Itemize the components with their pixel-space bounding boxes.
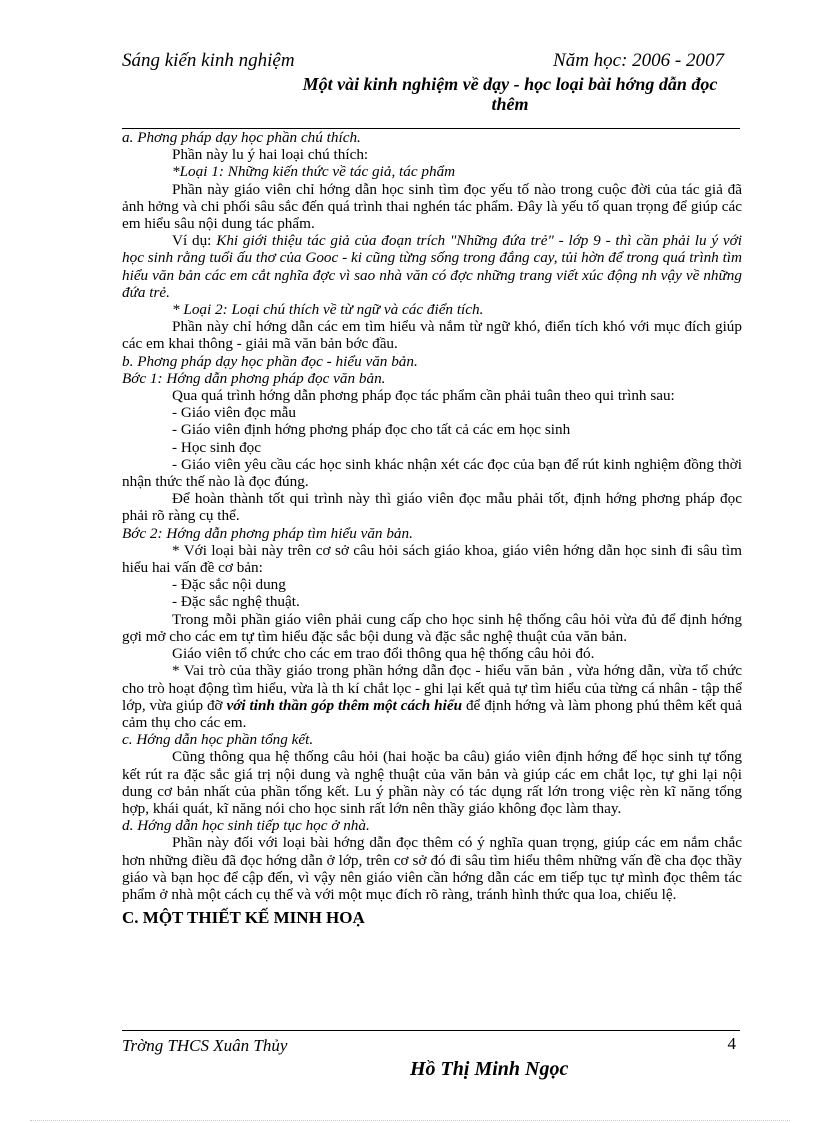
author-name: Hồ Thị Minh Ngọc — [410, 1058, 569, 1080]
paragraph: Phần này chỉ hớng dẫn các em tìm hiểu và nắm từ ngữ khó, điển tích khó với mục đích giúp các em khai thông - giải mã văn bản bớc đầu. — [122, 318, 742, 353]
paragraph: * Với loại bài này trên cơ sở câu hỏi sách giáo khoa, giáo viên hớng dẫn học sinh đi sâu tìm hiểu hai vấn đề cơ bản: — [122, 541, 742, 577]
paragraph: Qua quá trình hớng dẫn phơng pháp đọc tác phẩm cần phải tuân theo qui trình sau: — [172, 387, 675, 405]
text-run: để định hớng và làm phong phú thêm kết quả cảm thụ cho các em. — [122, 696, 743, 731]
paragraph: Giáo viên tổ chức cho các em trao đổi thông qua hệ thống câu hỏi đó. — [172, 645, 595, 663]
list-item: - Giáo viên định hớng phơng pháp đọc cho tất cả các em học sinh — [172, 421, 571, 439]
footer-rule — [122, 1030, 740, 1031]
step-2-heading: Bớc 2: Hớng dẫn phơng pháp tìm hiểu văn bản. — [122, 524, 413, 542]
section-heading-b: b. Phơng pháp dạy học phần đọc - hiểu văn bản. — [122, 352, 418, 370]
example-text: Khi giới thiệu tác giả của đoạn trích "Những đứa trẻ" - lớp 9 - thì cần phải lu ý với học sinh rằng tuổi ấu thơ của Gooc - ki cũng từng sống trong đắng cay, tủi hờn để trong quá trình tìm hiểu văn bản các em cắt nghĩa đợc vì sao nhà văn có đợc những trang viết xúc động nh vậy về những đứa trẻ. — [122, 232, 742, 301]
paragraph: Phần này lu ý hai loại chú thích: — [172, 146, 369, 164]
list-item: - Đặc sắc nội dung — [172, 576, 286, 594]
list-item: - Giáo viên đọc mẫu — [172, 404, 296, 422]
list-item: - Đặc sắc nghệ thuật. — [172, 593, 300, 611]
paragraph: Cũng thông qua hệ thống câu hỏi (hai hoặc ba câu) giáo viên định hớng để học sinh tự tổng kết rút ra đặc sắc giá trị nội dung và nghệ thuật của văn bản và giúp các em chắt lọc, tự ghi lại nội dung cơ bản nhất của phần tổng kết. Lu ý phần này có tác dụng rất lớn trong việc rèn kĩ năng tổng hợp, khái quát, kĩ năng nói cho học sinh rất lớn nên thầy giáo không đọc làm thay. — [122, 748, 742, 817]
document-body — [122, 129, 742, 926]
paragraph: Phần này giáo viên chỉ hớng dẫn học sinh tìm đọc yếu tố nào trong cuộc đời của tác giả đã ảnh hởng và chi phối sâu sắc đến quá trình thai nghén tác phẩm. Đây là yếu tố quan trọng để giúp các em hiểu sâu nội dung tác phẩm. — [122, 180, 742, 233]
paragraph: Trong mỗi phần giáo viên phải cung cấp cho học sinh hệ thống câu hỏi vừa đủ để định hớng gợi mở cho các em tự tìm hiểu đặc sắc bội dung và đặc sắc nghệ thuật của văn bản. — [122, 610, 742, 645]
text-run: * Vai trò của thầy giáo trong phần hớng dẫn đọc - hiểu văn bản , vừa hớng dẫn, vừa tổ chức cho trò hoạt động tìm hiểu, vừa là th kí chắt lọc - ghi lại kết quả tự tìm hiểu của từng cá nhân - tập thể lớp, vừa giúp đỡ — [122, 662, 742, 714]
subheading-type-1: *Loại 1: Những kiến thức về tác giả, tác phẩm — [172, 163, 456, 181]
section-heading-a: a. Phơng pháp dạy học phần chú thích. — [122, 129, 361, 146]
emphasis-text: với tinh thần góp thêm một cách hiểu — [226, 696, 463, 714]
example-paragraph — [122, 232, 742, 301]
paragraph: Phần này đối với loại bài hớng dẫn đọc thêm có ý nghĩa quan trọng, giúp các em nắm chắc hơn những điều đã đọc hớng dẫn ở lớp, trên cơ sở đó đi sâu tìm hiểu thêm những vấn đề cha đọc thầy giáo và bạn học để cập đến, vì vậy nên giáo viên cần hớng dẫn các em tiếp tục tự mình đọc thêm tác phẩm ở nhà một cách cụ thể và với một mục đích rõ ràng, tránh hình thức qua loa, chiếu lệ. — [122, 834, 742, 903]
list-item: - Giáo viên yêu cầu các học sinh khác nhận xét các đọc của bạn để rút kinh nghiệm đồng thời nhận thức thế nào là đọc đúng. — [122, 455, 742, 491]
section-heading-d: d. Hớng dẫn học sinh tiếp tục học ở nhà. — [122, 817, 370, 835]
school-name: Trờng THCS Xuân Thủy — [122, 1036, 288, 1055]
document-title: Một vài kinh nghiệm về dạy - học loại bài hớng dẫn đọc thêm — [302, 74, 718, 114]
section-heading-illustration: C. MỘT THIẾT KẾ MINH HOẠ — [122, 908, 365, 928]
subheading-type-2: * Loại 2: Loại chú thích về từ ngữ và các điển tích. — [172, 301, 484, 319]
list-item: - Học sinh đọc — [172, 438, 261, 456]
section-heading-c: c. Hớng dẫn học phần tổng kết. — [122, 731, 314, 749]
step-1-heading: Bớc 1: Hớng dẫn phơng pháp đọc văn bản. — [122, 369, 386, 387]
example-lead: Ví dụ: — [172, 232, 217, 250]
header-left-text: Sáng kiến kinh nghiệm — [122, 50, 295, 71]
school-year-text: Năm học: 2006 - 2007 — [553, 50, 724, 71]
page-number: 4 — [727, 1034, 736, 1053]
teacher-role-paragraph — [122, 662, 742, 731]
page-edge-divider — [30, 1120, 790, 1121]
paragraph: Để hoàn thành tốt qui trình này thì giáo viên đọc mẫu phải tốt, định hớng phơng pháp đọc phải rõ ràng cụ thể. — [122, 490, 742, 525]
